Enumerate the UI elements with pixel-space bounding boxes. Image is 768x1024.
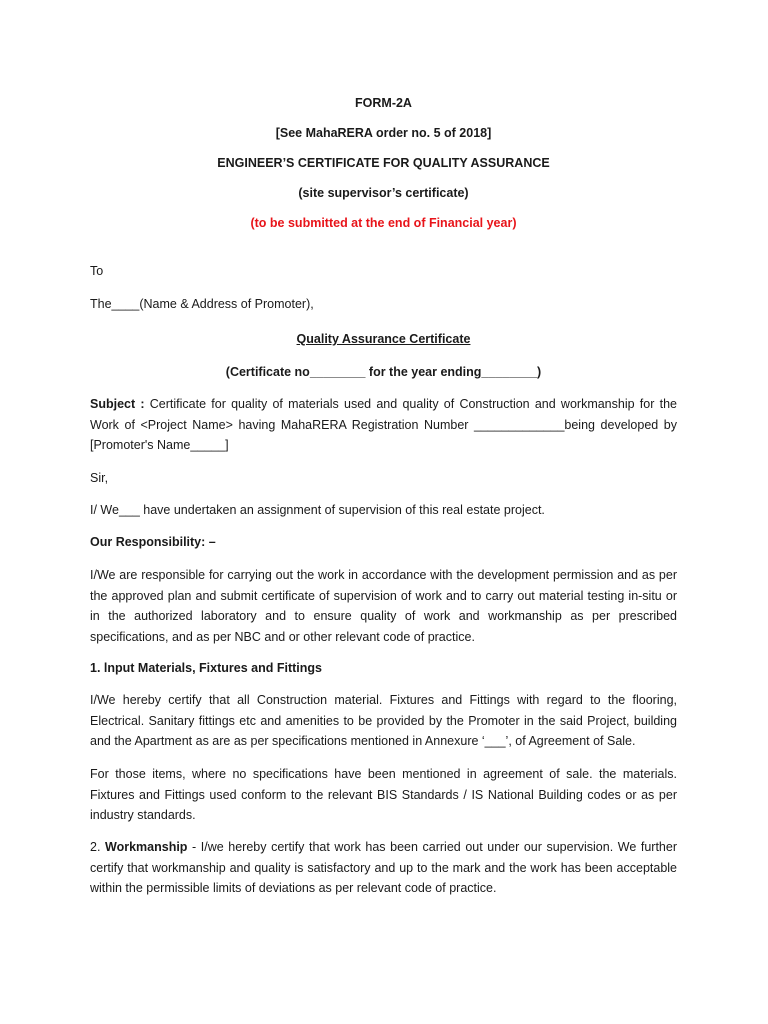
address-to: To	[90, 264, 104, 278]
address-promoter: The____(Name & Address of Promoter),	[90, 297, 314, 311]
subject-label: Subject :	[90, 397, 145, 411]
responsibility-paragraph: I/We are responsible for carrying out the work in accordance with the development permission and as per the approved plan and submit certificate of supervision of work and to carry out material testing in-situ or in the authorized laboratory and to ensure quality of work and workmanship as per prescribed specifications, and as per NBC and or other relevant code of practice.	[90, 568, 677, 644]
subject-text: Certificate for quality of materials used and quality of Construction and workmanship for the Work of <Project Name> having MahaRERA Registration Number _____________being developed by [Promoter's Name_____]	[90, 397, 677, 452]
assignment-statement: I/ We___ have undertaken an assignment of supervision of this real estate project.	[90, 503, 545, 517]
subject-paragraph	[90, 394, 677, 456]
section-1-paragraph-2: For those items, where no specifications have been mentioned in agreement of sale. the materials. Fixtures and Fittings used conform to the relevant BIS Standards / IS National Building codes or as per industry standards.	[90, 767, 677, 822]
document-page	[90, 0, 677, 1024]
document-title: ENGINEER’S CERTIFICATE FOR QUALITY ASSURANCE	[217, 156, 550, 170]
certificate-number-line: (Certificate no________ for the year ending________)	[225, 365, 542, 379]
certificate-heading	[90, 329, 677, 350]
submission-note: (to be submitted at the end of Financial year)	[250, 216, 517, 230]
order-reference: [See MahaRERA order no. 5 of 2018]	[275, 126, 492, 140]
section-2-number: 2.	[90, 840, 106, 854]
section-2-text: - I/we hereby certify that work has been carried out under our supervision. We further certify that workmanship and quality is satisfactory and up to the mark and the work has been acceptable within the permissible limits of deviations as per relevant code of practice.	[90, 840, 677, 895]
document-subtitle: (site supervisor’s certificate)	[298, 186, 469, 200]
section-2-paragraph	[90, 837, 677, 899]
certificate-heading-text: Quality Assurance Certificate	[296, 332, 471, 346]
responsibility-heading: Our Responsibility: –	[90, 535, 216, 549]
section-1-paragraph-1: I/We hereby certify that all Construction material. Fixtures and Fittings with regard to the flooring, Electrical. Sanitary fittings etc and amenities to be provided by the Promoter in the said Project, building and the Apartment as are as per specifications mentioned in Annexure ‘___’, of Agreement of Sale.	[90, 693, 677, 748]
form-number: FORM-2A	[355, 96, 412, 110]
section-1-heading: 1. lnput Materials, Fixtures and Fittings	[90, 661, 322, 675]
salutation: Sir,	[90, 471, 109, 485]
section-2-label: Workmanship	[105, 840, 188, 854]
